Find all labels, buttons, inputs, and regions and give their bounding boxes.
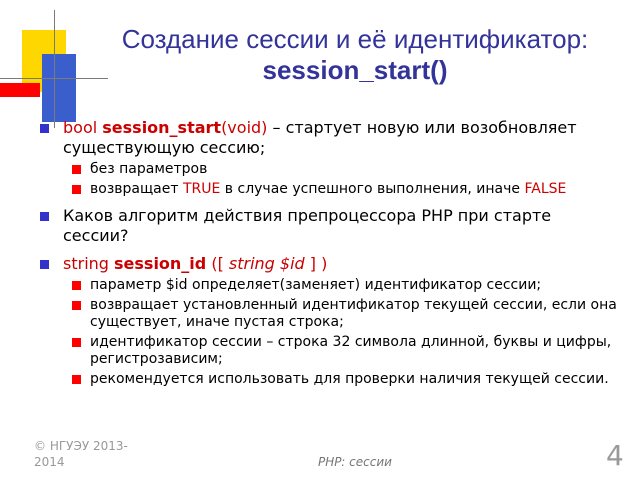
- sub-bullet: [40, 371, 620, 388]
- footer-course-name: PHP: сессии: [318, 455, 392, 469]
- function-args-param: string $id: [228, 254, 305, 273]
- highlight-false: FALSE: [524, 181, 567, 197]
- bullet-square-icon: [40, 124, 49, 133]
- decor-horizontal-line: [0, 78, 108, 79]
- function-args-open: ([: [206, 254, 229, 273]
- sub-bullet-square-icon: [72, 375, 81, 384]
- slide-title-line2: session_start(): [262, 55, 448, 85]
- sub-bullet-square-icon: [72, 165, 81, 174]
- sub-bullet-text: возвращает: [90, 181, 183, 197]
- sub-bullet-text: параметр $id определяет(заменяет) идентификатор сессии;: [90, 277, 542, 293]
- slide-title-line1: Создание сессии и её идентификатор:: [121, 24, 589, 54]
- sub-bullet-text: возвращает установленный идентификатор текущей сессии, если она существует, иначе пустая строка;: [90, 297, 617, 330]
- sub-bullet: [40, 297, 620, 331]
- decor-blue-square: [42, 54, 76, 122]
- sub-bullet-square-icon: [72, 281, 81, 290]
- decor-vertical-line: [54, 10, 55, 128]
- sub-bullet-text: идентификатор сессии – строка 32 символа длинной, буквы и цифры, регистрозависим;: [90, 334, 612, 367]
- slide-content: [40, 118, 620, 388]
- bullet-text: Каков алгоритм действия препроцессора PHP при старте сессии?: [63, 206, 552, 245]
- bullet-group-session-id: [40, 254, 620, 388]
- function-name: session_id: [114, 254, 207, 273]
- sub-bullet-square-icon: [72, 301, 81, 310]
- bullet-square-icon: [40, 260, 49, 269]
- sub-bullet-square-icon: [72, 185, 81, 194]
- function-args: (void): [221, 118, 268, 137]
- decor-red-bar: [0, 83, 40, 97]
- sub-bullet-text: рекомендуется использовать для проверки наличия текущей сессии.: [90, 371, 609, 387]
- highlight-true: TRUE: [182, 181, 221, 197]
- bullet-question: [40, 206, 620, 246]
- keyword-type: bool: [63, 118, 103, 137]
- slide-title: [100, 24, 610, 86]
- bullet-group-session-start: [40, 118, 620, 198]
- sub-bullet-square-icon: [72, 338, 81, 347]
- function-name: session_start: [102, 118, 222, 137]
- bullet-square-icon: [40, 212, 49, 221]
- bullet-text: – стартует новую или возобновляет существующую сессию;: [63, 118, 577, 157]
- keyword-type: string: [63, 254, 115, 273]
- page-number: 4: [606, 439, 624, 472]
- footer-copyright: © НГУЭУ 2013-2014: [34, 439, 128, 469]
- sub-bullet: [40, 161, 620, 178]
- function-args-close: ] ): [304, 254, 328, 273]
- sub-bullet: [40, 277, 620, 294]
- sub-bullet: [40, 334, 620, 368]
- sub-bullet-text: без параметров: [90, 161, 208, 177]
- sub-bullet: [40, 181, 620, 198]
- bullet-session-start: [40, 118, 620, 158]
- bullet-group-question: [40, 206, 620, 246]
- bullet-session-id: [40, 254, 620, 274]
- sub-bullet-text: в случае успешного выполнения, иначе: [220, 181, 525, 197]
